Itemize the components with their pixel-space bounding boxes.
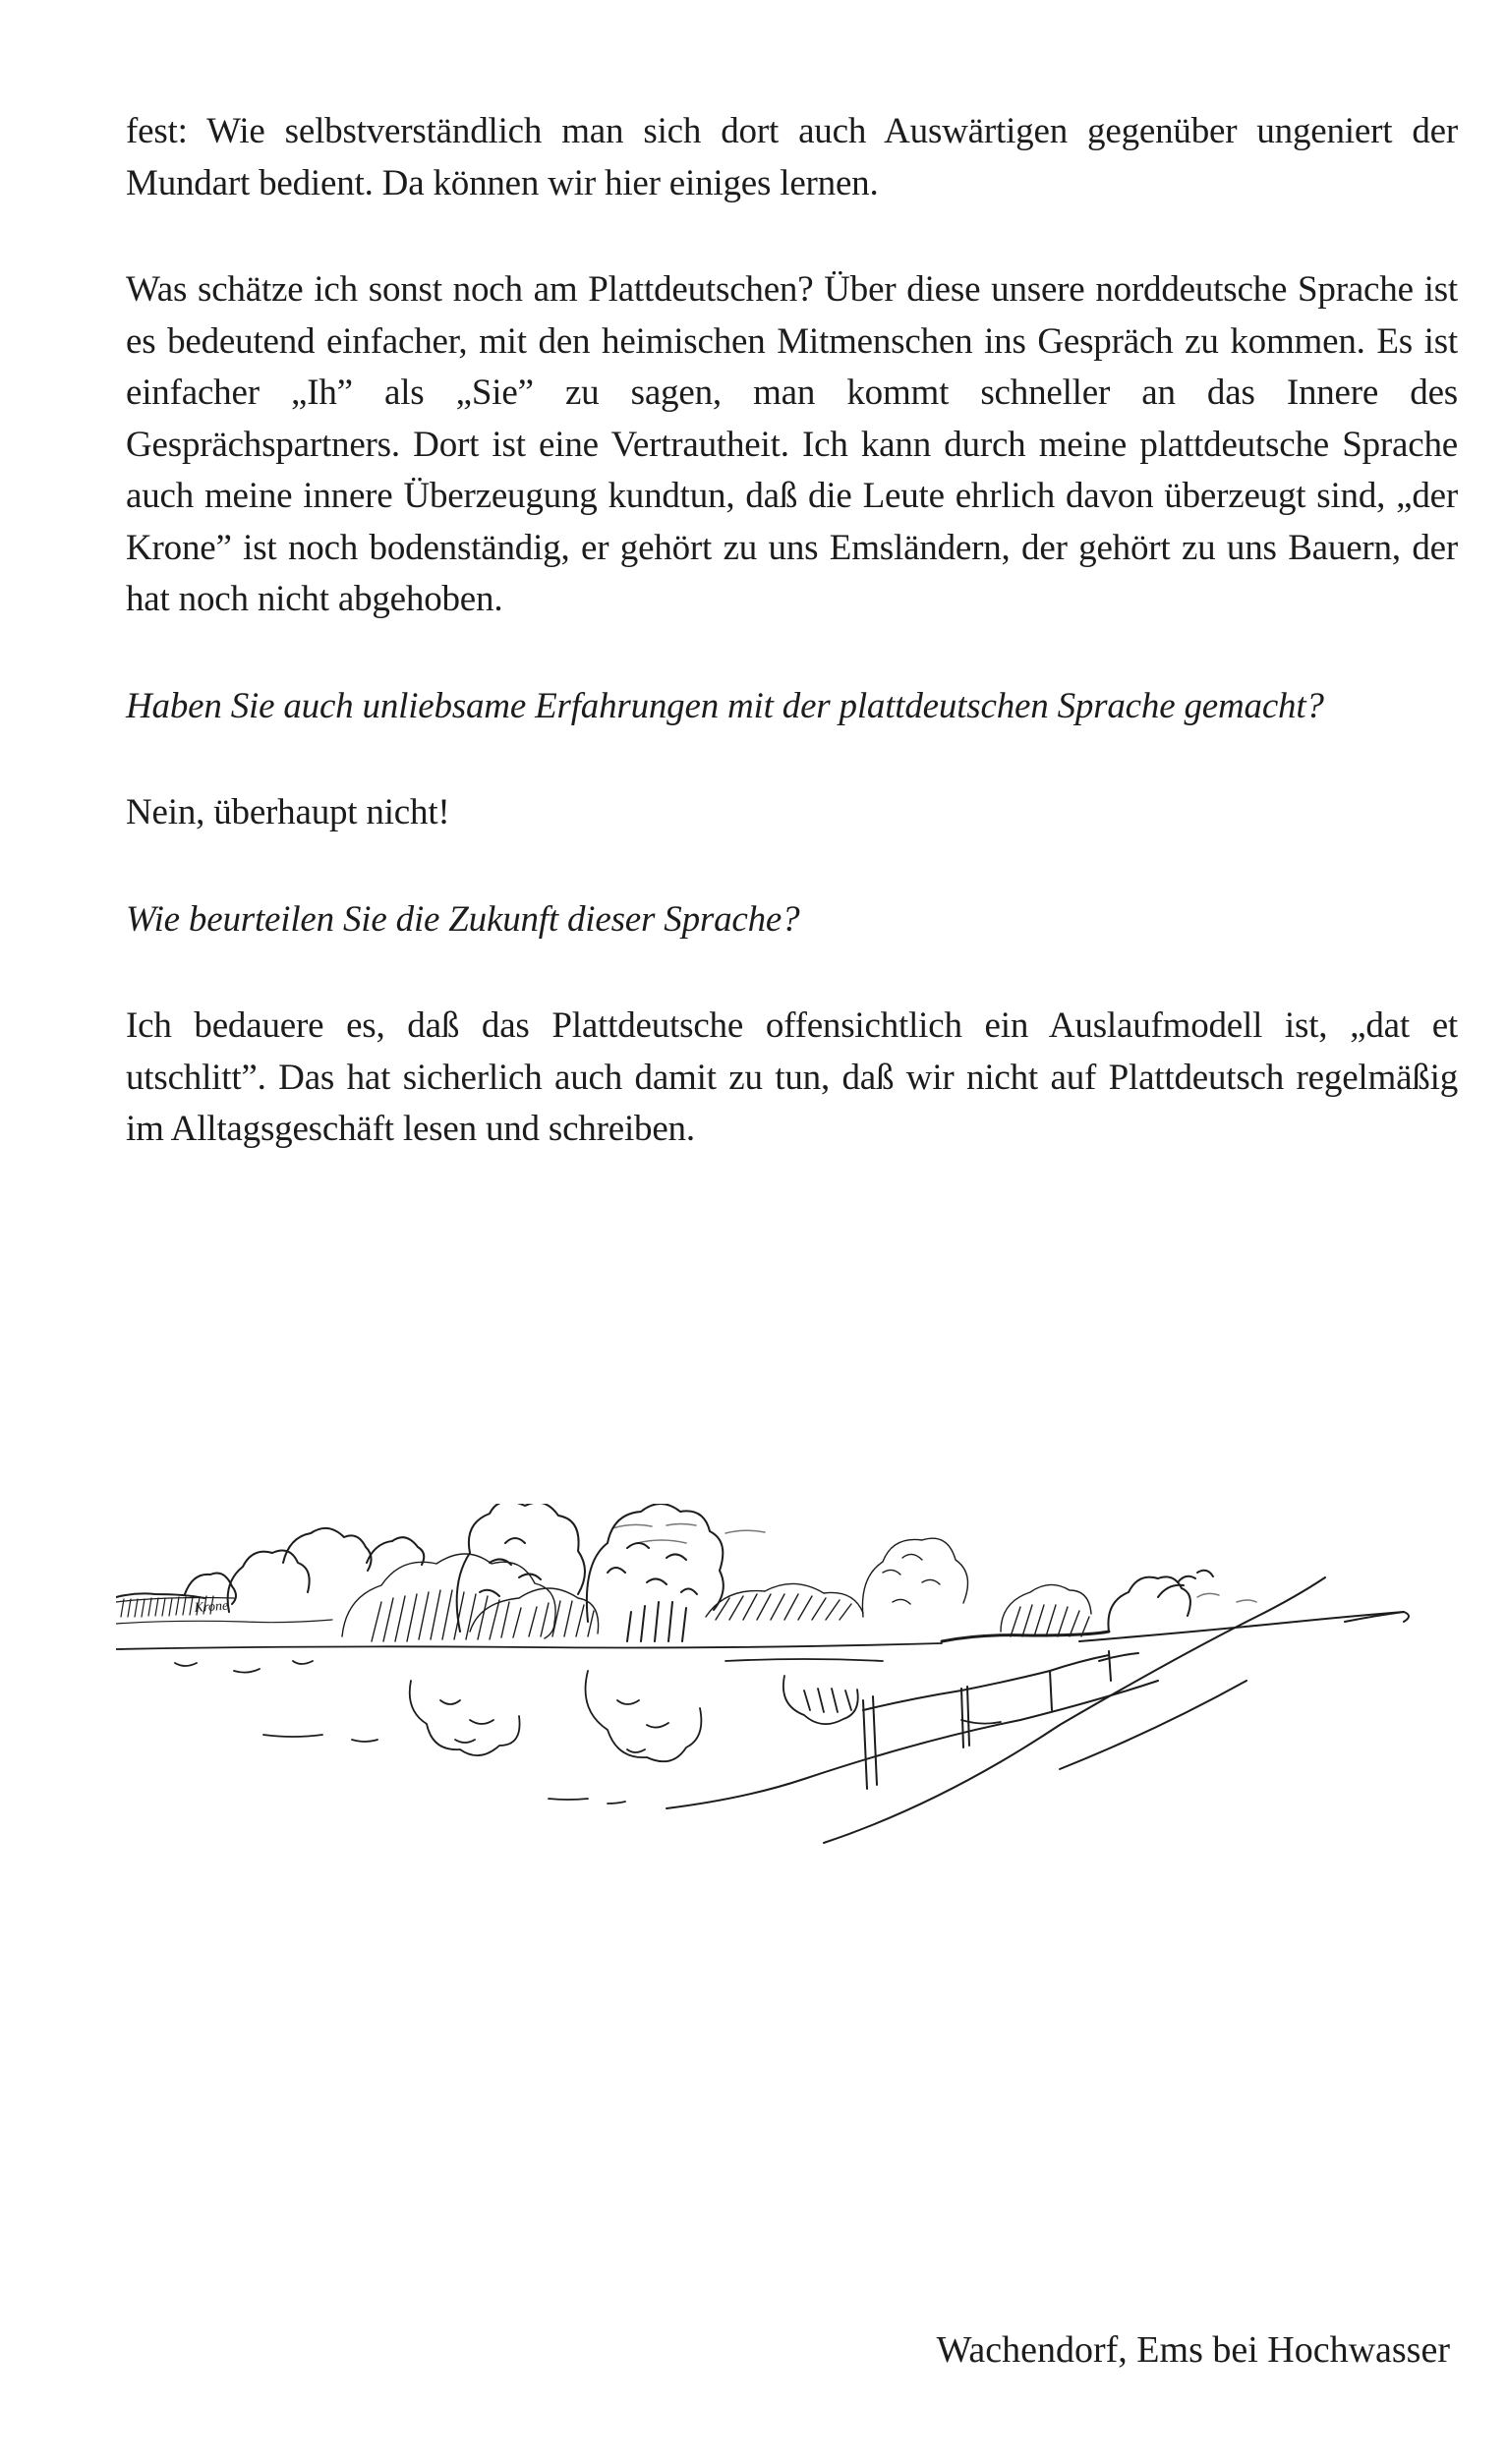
paragraph-answer: Ich bedauere es, daß das Plattdeutsche offensichtlich ein Auslaufmodell ist, „dat et utschlitt”. Das hat sicherlich auch damit zu tun, daß wir nicht auf Plattdeutsch regelmäßig im Alltagsgeschäft lesen und schreiben.	[126, 1005, 1458, 1149]
tree-group-left	[116, 1528, 424, 1612]
interview-question: Haben Sie auch unliebsame Erfahrungen mit der plattdeutschen Sprache gemacht?	[126, 685, 1324, 726]
tree-group-center	[342, 1554, 599, 1641]
artist-signature: Krone	[194, 1598, 229, 1616]
tree-group-right	[1079, 1571, 1409, 1641]
tree-group-right-middle	[706, 1538, 1109, 1641]
interview-question: Wie beurteilen Sie die Zukunft dieser Sprache?	[126, 898, 800, 940]
paragraph-answer: Nein, überhaupt nicht!	[126, 792, 450, 832]
document-body	[126, 106, 1458, 1156]
sky-strokes	[612, 1524, 1256, 1603]
meadow-fence	[667, 1577, 1325, 1843]
ink-drawing-flooded-river	[116, 1504, 1482, 2054]
water-reflections	[116, 1643, 1001, 1804]
paragraph-answer: Was schätze ich sonst noch am Plattdeutschen? Über diese unsere norddeutsche Sprache ist es bedeutend einfacher, mit den heimischen Mitmenschen ins Gespräch zu kommen. Es ist einfacher „Ih” als „Sie” zu sagen, man kommt schneller an das Innere des Gesprächspartners. Dort ist eine Vertrautheit. Ich kann durch meine plattdeutsche Sprache auch meine innere Überzeugung kundtun, daß die Leute ehrlich davon überzeugt sind, „der Krone” ist noch bodenständig, er gehört zu uns Emsländern, der gehört zu uns Bauern, der hat noch nicht abgehoben.	[126, 269, 1458, 619]
paragraph-answer: fest: Wie selbstverständlich man sich dort auch Auswärtigen gegenüber ungeniert der Mundart bedient. Da können wir hier einiges lernen.	[126, 111, 1458, 203]
image-caption: Wachendorf, Ems bei Hochwasser	[936, 2329, 1450, 2371]
